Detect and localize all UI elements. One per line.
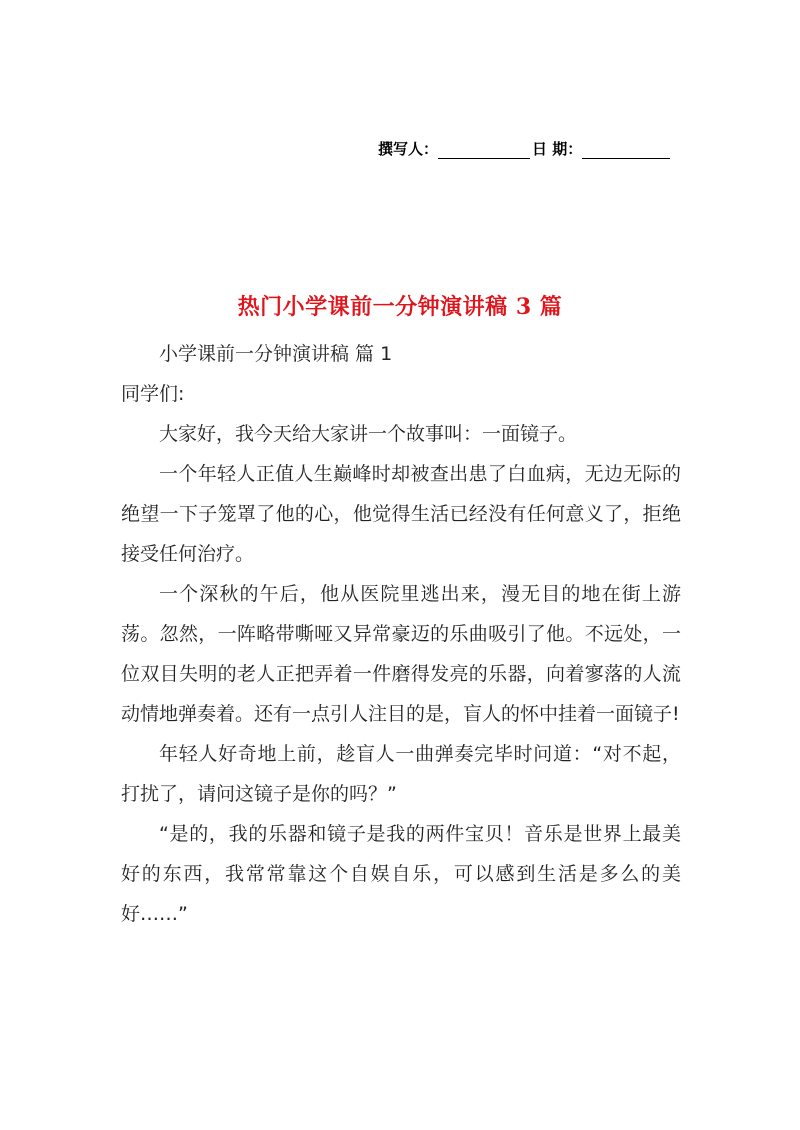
section-heading: 小学课前一分钟演讲稿 篇 1 [159, 343, 393, 365]
document-body [121, 334, 681, 934]
document-header [378, 138, 670, 159]
paragraph: 年轻人好奇地上前，趁盲人一曲弹奏完毕时问道：“对不起，打扰了，请问这镜子是你的吗？” [121, 743, 681, 805]
paragraph: “是的，我的乐器和镜子是我的两件宝贝！音乐是世界上最美好的东西，我常常靠这个自娱自乐，可以感到生活是多么的美好……” [121, 823, 681, 925]
paragraph: 一个年轻人正值人生巅峰时却被查出患了白血病，无边无际的绝望一下子笼罩了他的心，他觉得生活已经没有任何意义了，拒绝接受任何治疗。 [121, 463, 681, 565]
paragraph: 大家好，我今天给大家讲一个故事叫：一面镜子。 [159, 423, 578, 445]
salutation: 同学们: [121, 383, 185, 405]
date-blank-field [582, 142, 670, 159]
date-label: 日 期： [532, 140, 583, 158]
paragraph: 一个深秋的午后，他从医院里逃出来，漫无目的地在街上游荡。忽然，一阵略带嘶哑又异常豪迈的乐曲吸引了他。不远处，一位双目失明的老人正把弄着一件磨得发亮的乐器，向着寥落的人流动情地弹奏着。还有一点引人注目的是，盲人的怀中挂着一面镜子! [121, 583, 681, 725]
author-blank-field [438, 142, 530, 159]
author-label: 撰写人： [378, 140, 439, 158]
document-title: 热门小学课前一分钟演讲稿 3 篇 [237, 294, 563, 320]
